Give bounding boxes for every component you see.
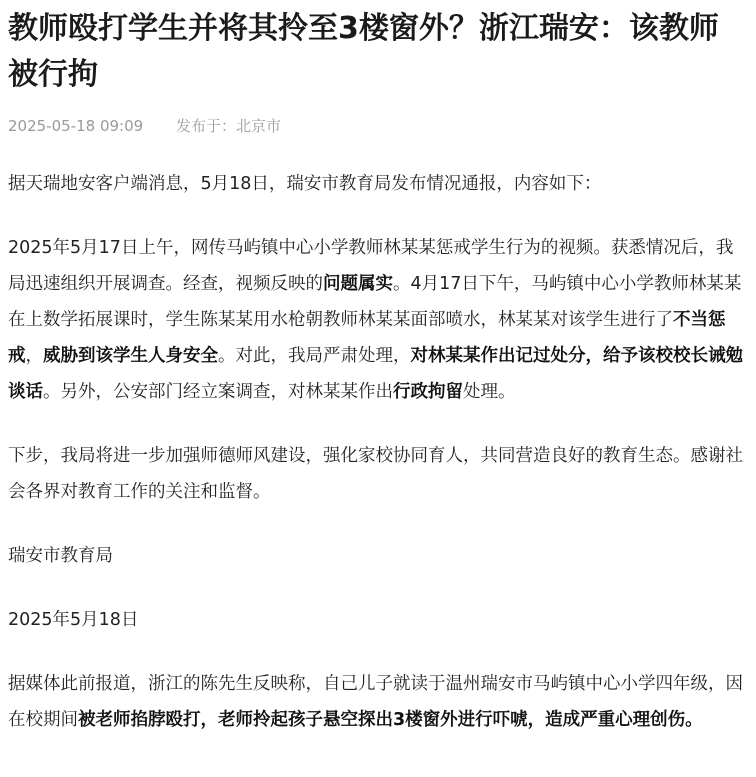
bold-segment: 对林某某作出记过处分，给予该校校长诫勉谈话 [8, 346, 743, 402]
paragraph-report [8, 230, 748, 410]
article-body [8, 166, 748, 738]
publish-location: 发布于：北京市 [175, 117, 281, 135]
paragraph-signature: 瑞安市教育局 [8, 546, 113, 566]
text-segment: 据媒体此前报道，浙江的陈先生反映称，自己儿子就读于温州瑞安市马屿镇中心小学四年级，因在校期间 [8, 674, 743, 730]
article-title: 教师殴打学生并将其拎至3楼窗外？浙江瑞安：该教师被行拘 [8, 11, 719, 92]
paragraph-background [8, 666, 748, 738]
publish-date: 2025-05-18 09:09 [8, 117, 144, 135]
text-segment: ， [25, 346, 43, 366]
bold-segment: 不当惩戒 [8, 310, 726, 366]
bold-segment: 问题属实 [323, 274, 393, 294]
bold-segment: 被老师掐脖殴打，老师拎起孩子悬空探出3楼窗外进行吓唬，造成严重心理创伤。 [78, 710, 703, 730]
text-segment: 。对此，我局严肃处理， [218, 346, 411, 366]
text-segment: 2025年5月17日上午，网传马屿镇中心小学教师林某某惩戒学生行为的视频。获悉情况后，我局迅速组织开展调查。经查，视频反映的 [8, 238, 734, 294]
text-segment: 。4月17日下午，马屿镇中心小学教师林某某在上数学拓展课时，学生陈某某用水枪朝教师林某某面部喷水，林某某对该学生进行了 [8, 274, 742, 330]
paragraph-next-steps: 下步，我局将进一步加强师德师风建设，强化家校协同育人，共同营造良好的教育生态。感谢社会各界对教育工作的关注和监督。 [8, 446, 743, 502]
text-segment: 处理。 [463, 382, 516, 402]
article-meta [8, 114, 748, 138]
paragraph-intro: 据天瑞地安客户端消息，5月18日，瑞安市教育局发布情况通报，内容如下： [8, 174, 602, 194]
text-segment: 。另外，公安部门经立案调查，对林某某作出 [43, 382, 393, 402]
paragraph-sign-date: 2025年5月18日 [8, 610, 139, 630]
bold-segment: 威胁到该学生人身安全 [43, 346, 218, 366]
bold-segment: 行政拘留 [393, 382, 463, 402]
